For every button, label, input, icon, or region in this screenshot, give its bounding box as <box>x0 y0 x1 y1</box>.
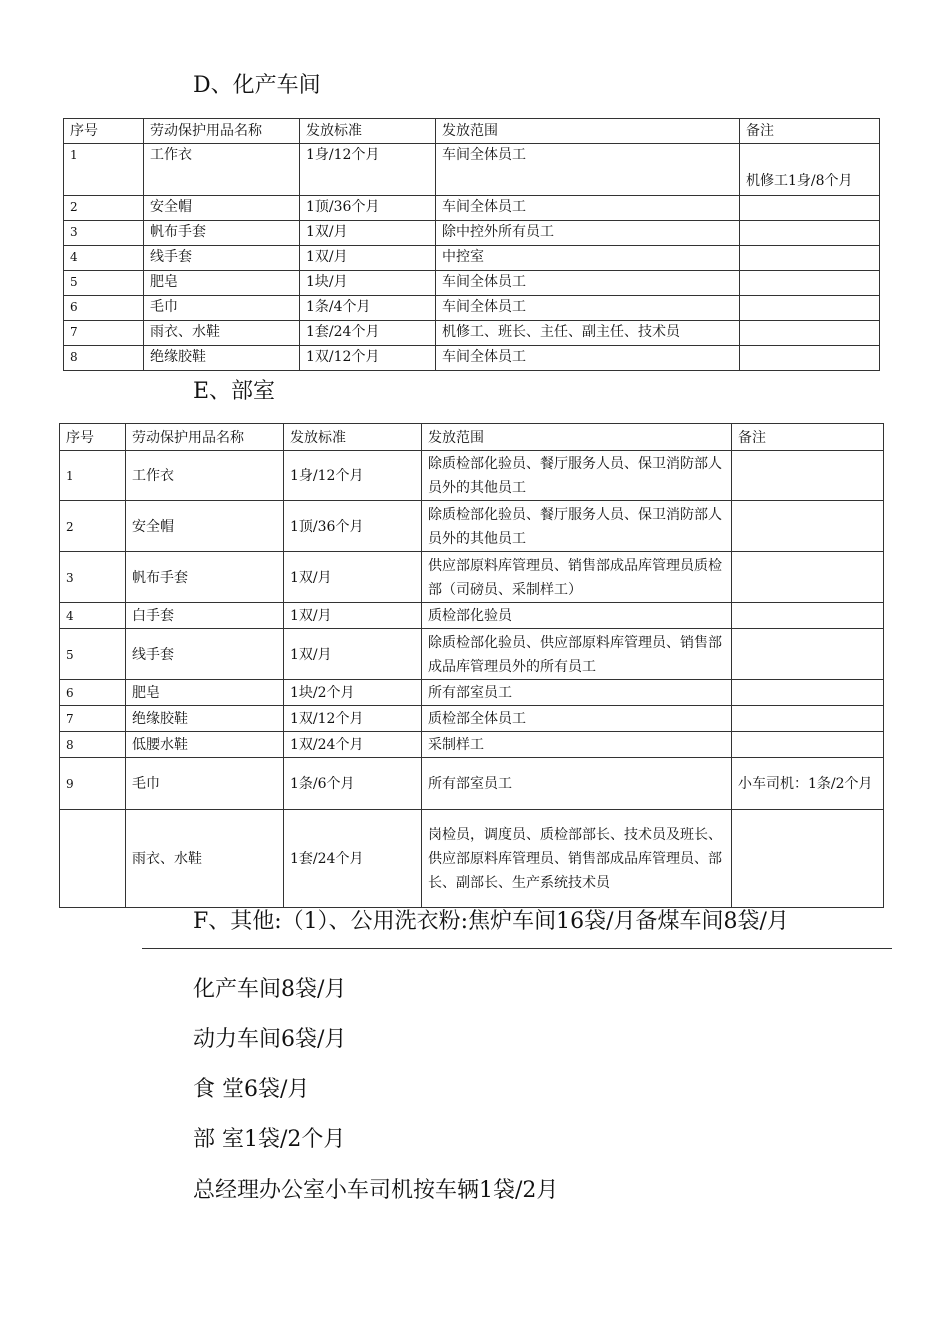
cell-note <box>732 501 884 552</box>
table-row <box>60 706 884 732</box>
cell-standard: 1顶/36个月 <box>300 196 436 221</box>
cell-standard: 1条/6个月 <box>284 758 422 810</box>
cell-note <box>740 221 880 246</box>
table-row <box>64 246 880 271</box>
cell-standard: 1双/月 <box>284 603 422 629</box>
col-header-item: 劳动保护用品名称 <box>126 424 284 451</box>
cell-scope: 机修工、班长、主任、副主任、技术员 <box>436 321 740 346</box>
cell-no: 9 <box>60 758 126 810</box>
cell-standard: 1身/12个月 <box>284 451 422 501</box>
cell-item: 线手套 <box>144 246 300 271</box>
cell-note <box>732 552 884 603</box>
table-row <box>60 629 884 680</box>
cell-no: 4 <box>64 246 144 271</box>
col-header-standard: 发放标准 <box>284 424 422 451</box>
cell-scope: 车间全体员工 <box>436 346 740 371</box>
cell-standard: 1块/2个月 <box>284 680 422 706</box>
cell-standard: 1条/4个月 <box>300 296 436 321</box>
table-row <box>60 501 884 552</box>
cell-no: 8 <box>64 346 144 371</box>
cell-item: 工作衣 <box>144 144 300 196</box>
cell-standard: 1身/12个月 <box>300 144 436 196</box>
cell-item: 帆布手套 <box>144 221 300 246</box>
cell-no <box>60 810 126 908</box>
table-row <box>64 321 880 346</box>
cell-item: 白手套 <box>126 603 284 629</box>
cell-item: 雨衣、水鞋 <box>126 810 284 908</box>
table-row <box>60 552 884 603</box>
table-row <box>64 296 880 321</box>
cell-scope: 岗检员，调度员、质检部部长、技术员及班长、供应部原料库管理员、销售部成品库管理员、部长、副部长、生产系统技术员 <box>422 810 732 908</box>
cell-scope: 除质检部化验员、餐厅服务人员、保卫消防部人员外的其他员工 <box>422 501 732 552</box>
laundry-line-canteen: 食 堂6袋/月 <box>193 1077 310 1102</box>
table-row <box>60 603 884 629</box>
cell-standard: 1双/12个月 <box>284 706 422 732</box>
cell-scope: 所有部室员工 <box>422 680 732 706</box>
cell-scope: 采制样工 <box>422 732 732 758</box>
divider-line <box>142 948 892 949</box>
cell-item: 绝缘胶鞋 <box>144 346 300 371</box>
cell-item: 毛巾 <box>144 296 300 321</box>
cell-standard: 1顶/36个月 <box>284 501 422 552</box>
table-row <box>60 810 884 908</box>
cell-standard: 1双/月 <box>284 629 422 680</box>
table-row <box>60 451 884 501</box>
cell-item: 安全帽 <box>144 196 300 221</box>
col-header-no: 序号 <box>64 119 144 144</box>
cell-note <box>740 246 880 271</box>
table-row <box>60 680 884 706</box>
cell-standard: 1双/月 <box>300 246 436 271</box>
table-e <box>59 423 884 908</box>
laundry-line-drivers: 总经理办公室小车司机按车辆1袋/2月 <box>193 1178 559 1203</box>
cell-scope: 除中控外所有员工 <box>436 221 740 246</box>
cell-note <box>740 346 880 371</box>
cell-note <box>732 732 884 758</box>
cell-standard: 1双/月 <box>300 221 436 246</box>
table-row <box>64 144 880 196</box>
cell-standard: 1块/月 <box>300 271 436 296</box>
cell-note <box>732 680 884 706</box>
col-header-no: 序号 <box>60 424 126 451</box>
cell-no: 8 <box>60 732 126 758</box>
laundry-line-chemical: 化产车间8袋/月 <box>193 977 347 1002</box>
cell-item: 安全帽 <box>126 501 284 552</box>
table-row <box>64 346 880 371</box>
cell-no: 3 <box>60 552 126 603</box>
cell-no: 3 <box>64 221 144 246</box>
cell-note <box>740 271 880 296</box>
cell-no: 6 <box>60 680 126 706</box>
cell-no: 2 <box>60 501 126 552</box>
cell-no: 6 <box>64 296 144 321</box>
cell-note <box>732 810 884 908</box>
cell-no: 7 <box>60 706 126 732</box>
cell-note: 小车司机：1条/2个月 <box>732 758 884 810</box>
cell-note <box>732 451 884 501</box>
col-header-scope: 发放范围 <box>422 424 732 451</box>
cell-scope: 车间全体员工 <box>436 271 740 296</box>
cell-no: 2 <box>64 196 144 221</box>
section-e-title: E、部室 <box>193 379 276 404</box>
laundry-line-power: 动力车间6袋/月 <box>193 1027 347 1052</box>
section-f-title: F、其他:（1）、公用洗衣粉:焦炉车间16袋/月备煤车间8袋/月 <box>193 909 789 934</box>
cell-item: 线手套 <box>126 629 284 680</box>
table-row <box>60 732 884 758</box>
cell-item: 毛巾 <box>126 758 284 810</box>
cell-standard: 1套/24个月 <box>300 321 436 346</box>
cell-standard: 1双/24个月 <box>284 732 422 758</box>
cell-note <box>732 706 884 732</box>
cell-no: 4 <box>60 603 126 629</box>
table-row <box>64 221 880 246</box>
laundry-line-department: 部 室1袋/2个月 <box>193 1127 346 1152</box>
cell-item: 雨衣、水鞋 <box>144 321 300 346</box>
cell-note <box>740 321 880 346</box>
col-header-scope: 发放范围 <box>436 119 740 144</box>
section-d-title: D、化产车间 <box>193 73 321 98</box>
cell-scope: 车间全体员工 <box>436 296 740 321</box>
cell-note <box>732 603 884 629</box>
table-row <box>64 196 880 221</box>
col-header-note: 备注 <box>732 424 884 451</box>
table-header-row <box>64 119 880 144</box>
cell-no: 5 <box>64 271 144 296</box>
table-header-row <box>60 424 884 451</box>
cell-note <box>740 296 880 321</box>
cell-standard: 1套/24个月 <box>284 810 422 908</box>
table-d <box>63 118 880 371</box>
table-row <box>64 271 880 296</box>
col-header-standard: 发放标准 <box>300 119 436 144</box>
cell-note <box>740 196 880 221</box>
cell-standard: 1双/月 <box>284 552 422 603</box>
cell-item: 低腰水鞋 <box>126 732 284 758</box>
cell-scope: 除质检部化验员、供应部原料库管理员、销售部成品库管理员外的所有员工 <box>422 629 732 680</box>
cell-note: 机修工1身/8个月 <box>740 144 880 196</box>
cell-no: 1 <box>64 144 144 196</box>
cell-scope: 车间全体员工 <box>436 144 740 196</box>
cell-no: 1 <box>60 451 126 501</box>
cell-item: 工作衣 <box>126 451 284 501</box>
cell-scope: 质检部化验员 <box>422 603 732 629</box>
col-header-item: 劳动保护用品名称 <box>144 119 300 144</box>
cell-scope: 质检部全体员工 <box>422 706 732 732</box>
cell-no: 5 <box>60 629 126 680</box>
cell-item: 绝缘胶鞋 <box>126 706 284 732</box>
cell-scope: 供应部原料库管理员、销售部成品库管理员质检部（司磅员、采制样工） <box>422 552 732 603</box>
table-row <box>60 758 884 810</box>
cell-scope: 除质检部化验员、餐厅服务人员、保卫消防部人员外的其他员工 <box>422 451 732 501</box>
cell-item: 肥皂 <box>126 680 284 706</box>
cell-scope: 中控室 <box>436 246 740 271</box>
cell-note <box>732 629 884 680</box>
cell-item: 帆布手套 <box>126 552 284 603</box>
cell-item: 肥皂 <box>144 271 300 296</box>
cell-no: 7 <box>64 321 144 346</box>
cell-scope: 车间全体员工 <box>436 196 740 221</box>
cell-standard: 1双/12个月 <box>300 346 436 371</box>
col-header-note: 备注 <box>740 119 880 144</box>
cell-scope: 所有部室员工 <box>422 758 732 810</box>
